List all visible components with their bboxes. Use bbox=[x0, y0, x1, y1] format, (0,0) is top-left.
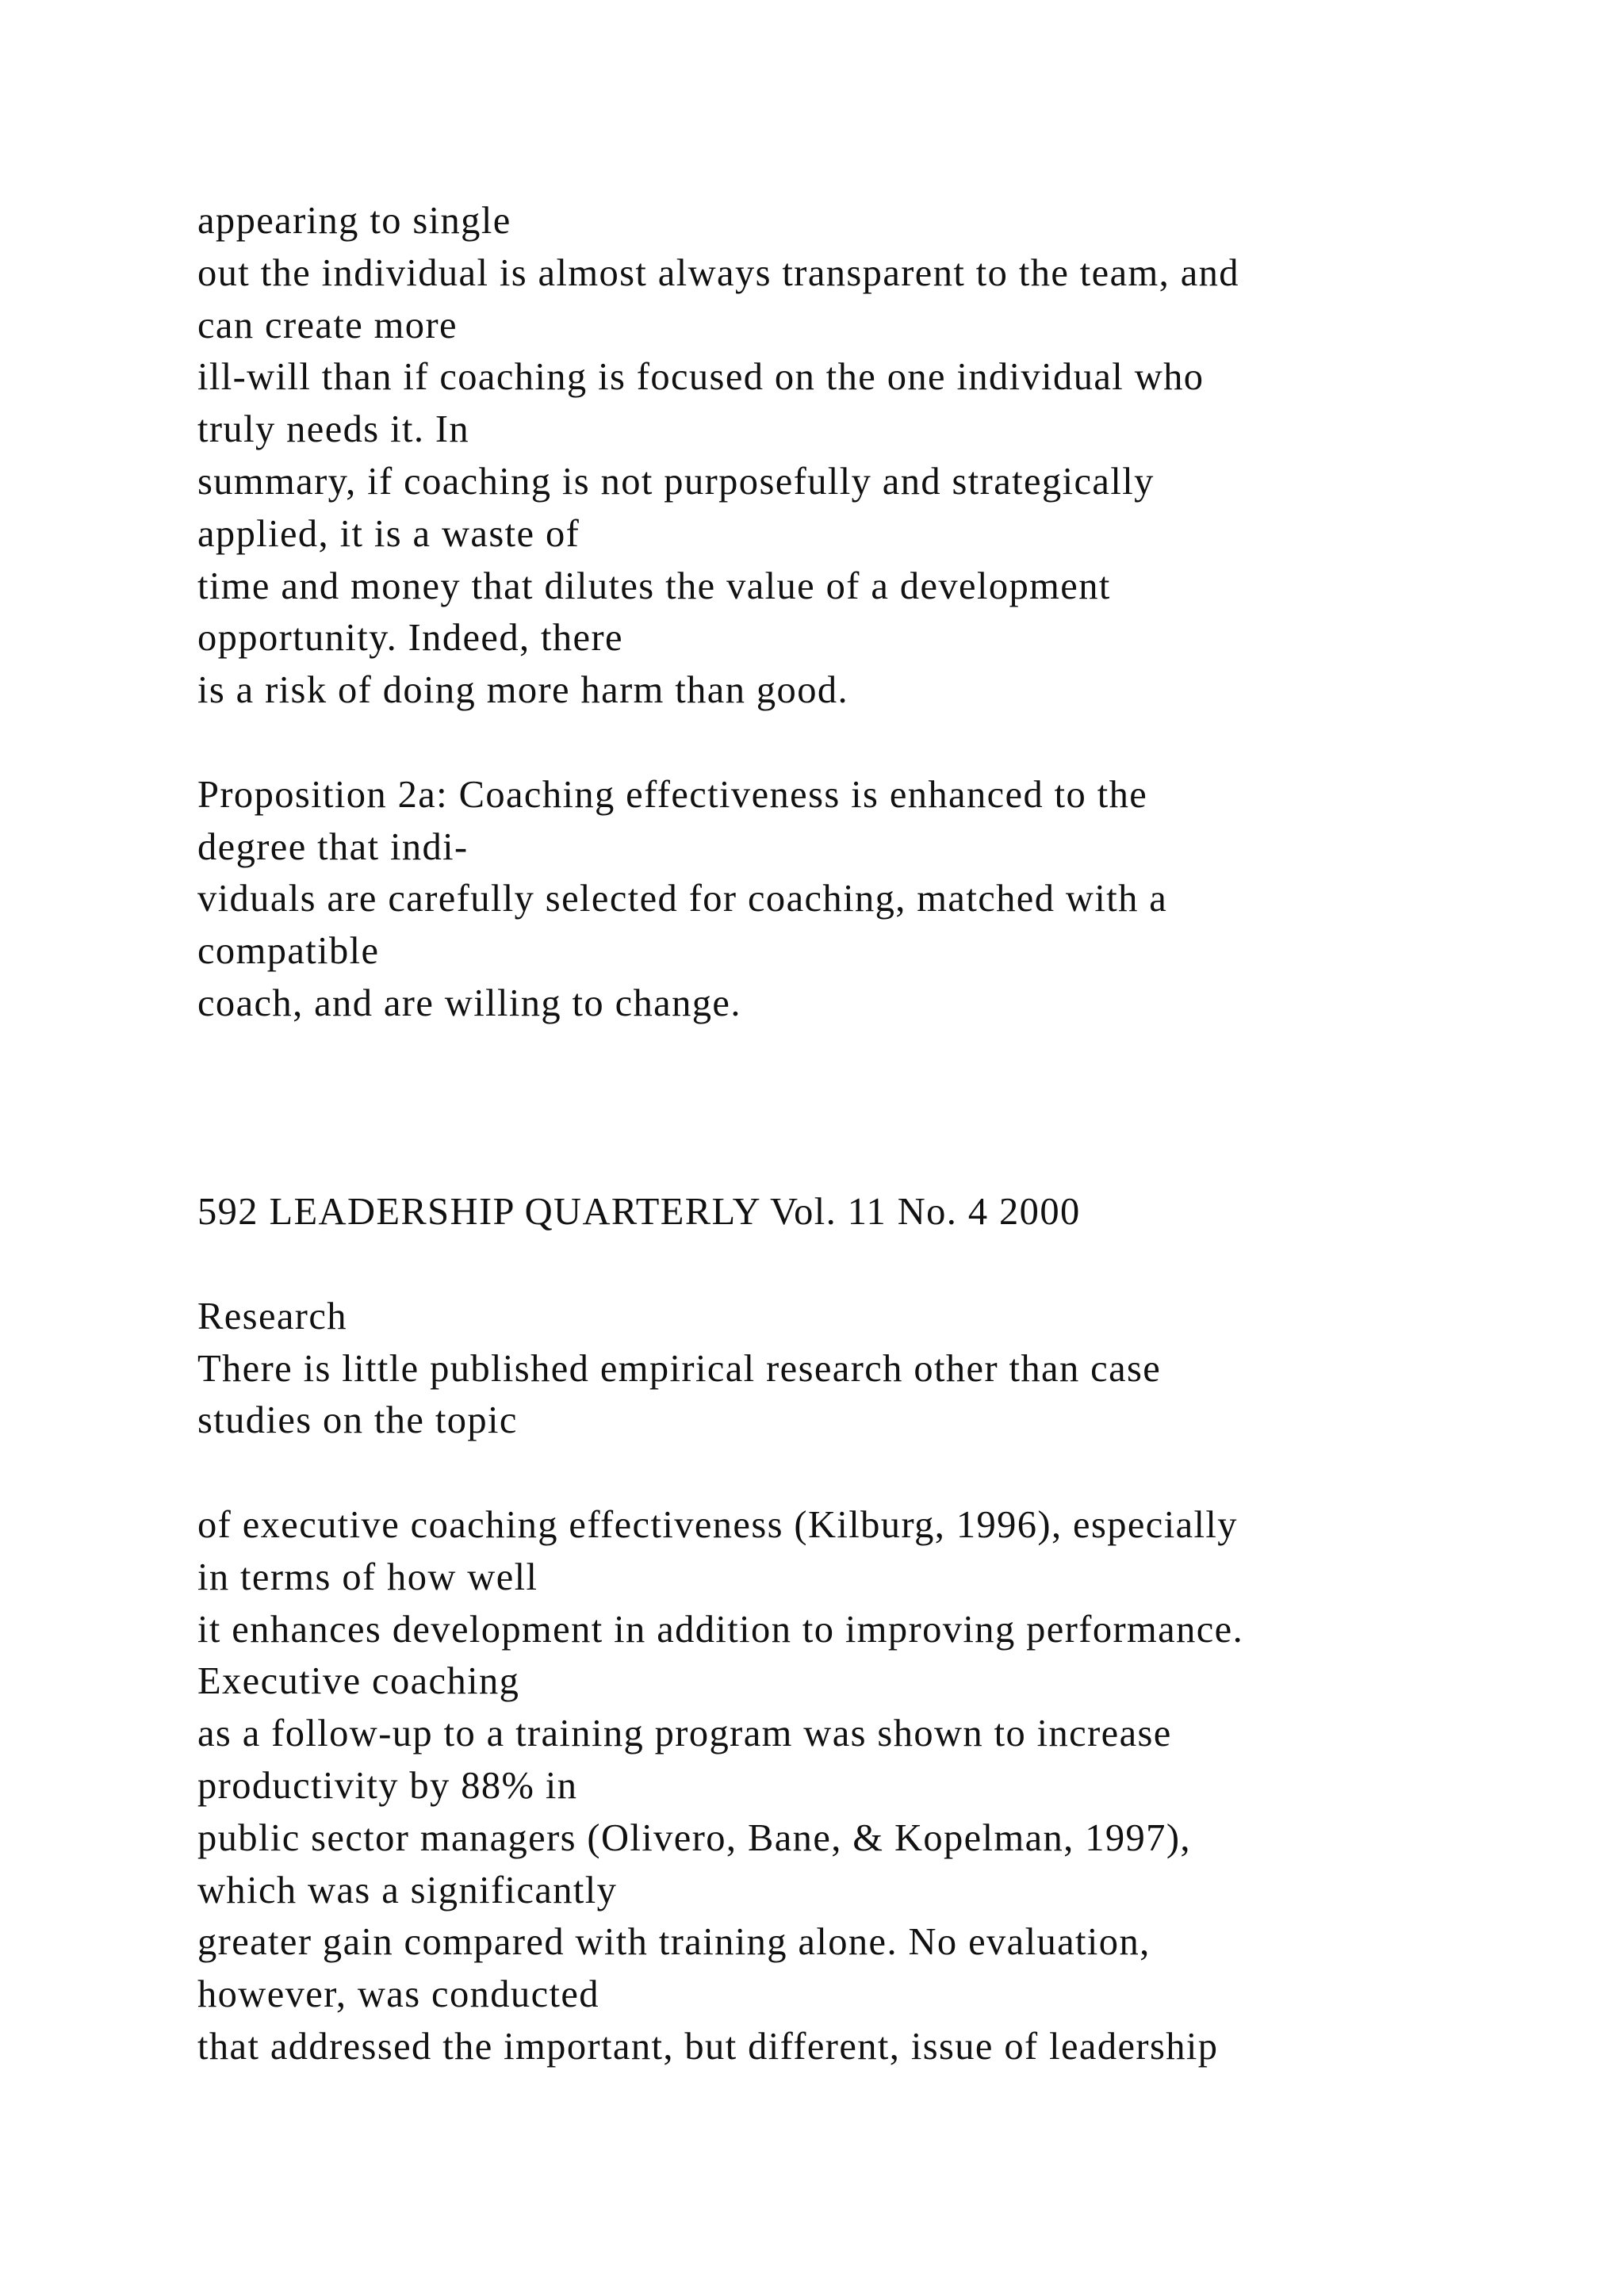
text-line: ill-will than if coaching is focused on the one individual who bbox=[197, 356, 1205, 399]
paragraph-research-intro bbox=[197, 1343, 1545, 1448]
text-line: out the individual is almost always transparent to the team, and bbox=[197, 251, 1239, 294]
text-line: applied, it is a waste of bbox=[197, 512, 580, 555]
paragraph-coaching-risk bbox=[197, 195, 1545, 717]
text-line: appearing to single bbox=[197, 200, 511, 242]
paragraph-research-body bbox=[197, 1499, 1545, 2073]
text-line: is a risk of doing more harm than good. bbox=[197, 669, 849, 712]
text-line: summary, if coaching is not purposefully and strategically bbox=[197, 460, 1155, 503]
text-line: as a follow-up to a training program was shown to increase bbox=[197, 1712, 1172, 1755]
document-body bbox=[197, 195, 1545, 2073]
text-line: Proposition 2a: Coaching effectiveness is enhanced to the bbox=[197, 773, 1148, 816]
text-line: in terms of how well bbox=[197, 1556, 538, 1598]
text-line: degree that indi- bbox=[197, 825, 469, 868]
text-line: studies on the topic bbox=[197, 1399, 518, 1442]
paragraph-spacer bbox=[197, 1082, 1545, 1135]
text-line: viduals are carefully selected for coaching, matched with a bbox=[197, 878, 1168, 920]
text-line: opportunity. Indeed, there bbox=[197, 617, 623, 660]
text-line: There is little published empirical research other than case bbox=[197, 1347, 1162, 1390]
paragraph-spacer bbox=[197, 717, 1545, 769]
paragraph-spacer bbox=[197, 1238, 1545, 1291]
text-line: which was a significantly bbox=[197, 1869, 618, 1911]
paragraph-spacer bbox=[197, 1447, 1545, 1499]
text-line: Executive coaching bbox=[197, 1660, 520, 1703]
text-line: productivity by 88% in bbox=[197, 1764, 578, 1807]
text-line: coach, and are willing to change. bbox=[197, 982, 741, 1024]
paragraph-proposition-2a bbox=[197, 769, 1545, 1030]
text-line: that addressed the important, but different, issue of leadership bbox=[197, 2025, 1219, 2068]
text-line: public sector managers (Olivero, Bane, & Kopelman, 1997), bbox=[197, 1816, 1191, 1859]
text-line: time and money that dilutes the value of a development bbox=[197, 564, 1111, 607]
text-line: truly needs it. In bbox=[197, 408, 470, 451]
text-line: can create more bbox=[197, 304, 458, 346]
section-heading: Research bbox=[197, 1295, 347, 1337]
text-line: it enhances development in addition to improving performance. bbox=[197, 1608, 1244, 1651]
text-line: of executive coaching effectiveness (Kilburg, 1996), especially bbox=[197, 1503, 1238, 1546]
text-line: however, was conducted bbox=[197, 1973, 599, 2016]
running-header: 592 LEADERSHIP QUARTERLY Vol. 11 No. 4 2000 bbox=[197, 1191, 1081, 1234]
paragraph-spacer bbox=[197, 1030, 1545, 1082]
text-line: greater gain compared with training alone. No evaluation, bbox=[197, 1921, 1151, 1964]
text-line: compatible bbox=[197, 930, 380, 973]
paragraph-spacer bbox=[197, 1134, 1545, 1186]
